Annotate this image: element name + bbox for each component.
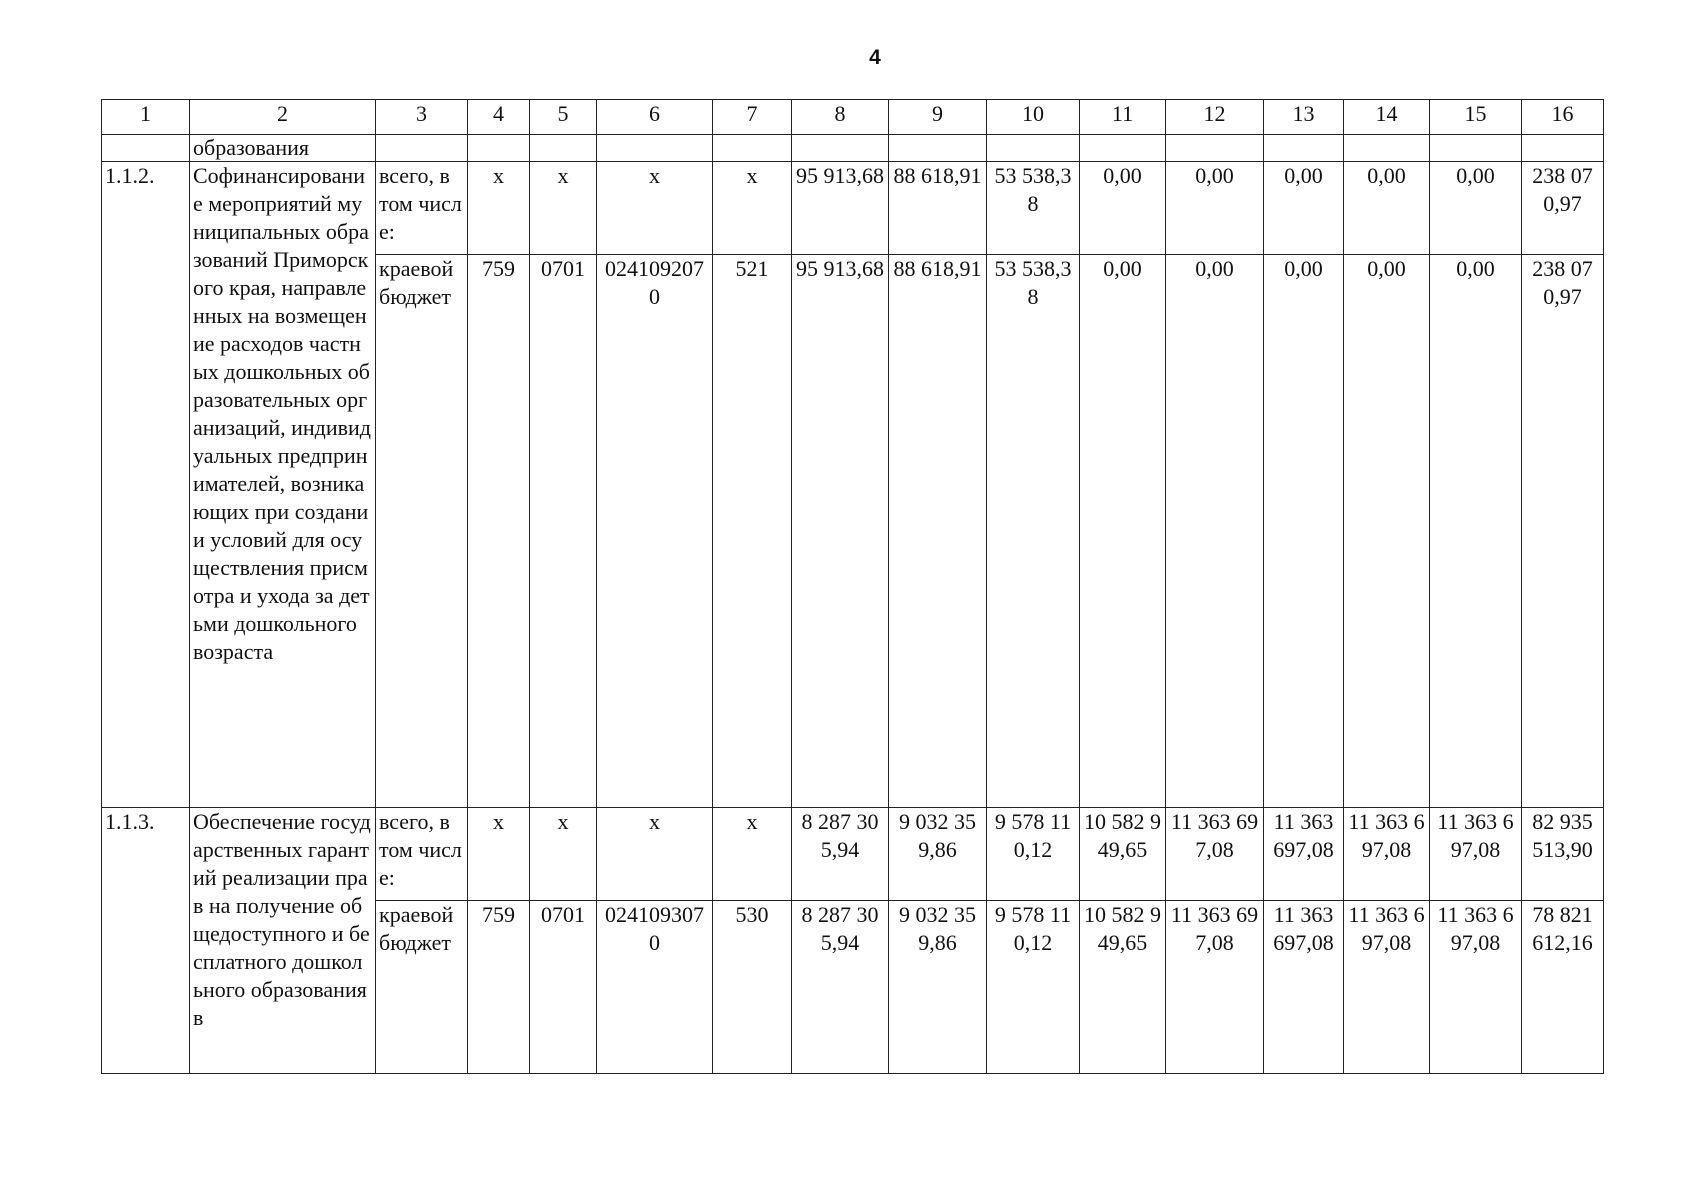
cell-value: 95 913,68 xyxy=(792,255,889,808)
cell-value: 78 821 612,16 xyxy=(1522,901,1604,1074)
cell-value: 238 070,97 xyxy=(1522,162,1604,255)
column-header: 14 xyxy=(1344,100,1430,135)
cell-value: 95 913,68 xyxy=(792,162,889,255)
cell-value: х xyxy=(713,162,792,255)
cell-value: х xyxy=(597,162,713,255)
item-description: Софинансирование мероприятий муниципальных образований Приморского края, направленных на возмещение расходов частных дошкольных образовательных организаций, индивидуальных предпринимателей, возникающих при создании условий для осуществления присмотра и ухода за детьми дошкольного возраста xyxy=(190,162,376,808)
item-description: Обеспечение государственных гарантий реализации прав на получение общедоступного и бесплатного дошкольного образования в xyxy=(190,808,376,1074)
cell-value: 53 538,38 xyxy=(987,162,1080,255)
cell-value: 11 363 697,08 xyxy=(1166,808,1264,901)
cell-value: 0701 xyxy=(530,255,597,808)
column-header: 10 xyxy=(987,100,1080,135)
column-header: 4 xyxy=(468,100,530,135)
cell-value: х xyxy=(468,808,530,901)
cell-value: 759 xyxy=(468,255,530,808)
column-header: 13 xyxy=(1264,100,1344,135)
cell-value: 11 363 697,08 xyxy=(1166,901,1264,1074)
cell-value: 82 935 513,90 xyxy=(1522,808,1604,901)
column-header: 5 xyxy=(530,100,597,135)
item-code: 1.1.3. xyxy=(102,808,190,1074)
budget-table xyxy=(101,99,1604,1074)
table-row xyxy=(102,808,1604,901)
page-number: 4 xyxy=(869,46,881,69)
cell-value: 0,00 xyxy=(1264,255,1344,808)
column-header: 2 xyxy=(190,100,376,135)
funding-source: всего, в том числе: xyxy=(376,808,468,901)
cell-value: 759 xyxy=(468,901,530,1074)
cell-value: 238 070,97 xyxy=(1522,255,1604,808)
cell-value: х xyxy=(530,808,597,901)
cell-value: 88 618,91 xyxy=(889,162,987,255)
funding-source: краевой бюджет xyxy=(376,255,468,808)
cell-value: 0,00 xyxy=(1430,255,1522,808)
cell-value: 9 578 110,12 xyxy=(987,901,1080,1074)
cell-value: х xyxy=(597,808,713,901)
cell-value: 8 287 305,94 xyxy=(792,901,889,1074)
funding-source: краевой бюджет xyxy=(376,901,468,1074)
column-header: 3 xyxy=(376,100,468,135)
column-header: 8 xyxy=(792,100,889,135)
cell-value: 530 xyxy=(713,901,792,1074)
cell-value: 53 538,38 xyxy=(987,255,1080,808)
cell-value: 11 363 697,08 xyxy=(1344,808,1430,901)
column-header: 12 xyxy=(1166,100,1264,135)
cell-value: 0,00 xyxy=(1080,162,1166,255)
cell-value: 8 287 305,94 xyxy=(792,808,889,901)
cell-value: 11 363 697,08 xyxy=(1264,808,1344,901)
funding-source: всего, в том числе: xyxy=(376,162,468,255)
cell-value: 0,00 xyxy=(1344,162,1430,255)
table-row xyxy=(102,162,1604,255)
cell-value: 0,00 xyxy=(1166,255,1264,808)
cell-value: 521 xyxy=(713,255,792,808)
column-header: 9 xyxy=(889,100,987,135)
cell-value: 11 363 697,08 xyxy=(1264,901,1344,1074)
item-code: 1.1.2. xyxy=(102,162,190,808)
cell-value: 10 582 949,65 xyxy=(1080,901,1166,1074)
cell-value: 0241093070 xyxy=(597,901,713,1074)
cell-value: х xyxy=(530,162,597,255)
cell-value: 9 032 359,86 xyxy=(889,808,987,901)
column-header: 1 xyxy=(102,100,190,135)
cell-value: 0,00 xyxy=(1080,255,1166,808)
cell-value: 88 618,91 xyxy=(889,255,987,808)
cell-value: 11 363 697,08 xyxy=(1344,901,1430,1074)
cell-value: 10 582 949,65 xyxy=(1080,808,1166,901)
column-header: 15 xyxy=(1430,100,1522,135)
cell-value: х xyxy=(468,162,530,255)
cell-value: 0,00 xyxy=(1430,162,1522,255)
cell-value: 0241092070 xyxy=(597,255,713,808)
cell-value: х xyxy=(713,808,792,901)
cell-value: 0,00 xyxy=(1344,255,1430,808)
continuation-row xyxy=(102,135,1604,162)
cell-value: 11 363 697,08 xyxy=(1430,901,1522,1074)
column-header: 16 xyxy=(1522,100,1604,135)
cell-value: 11 363 697,08 xyxy=(1430,808,1522,901)
column-number-row xyxy=(102,100,1604,135)
column-header: 7 xyxy=(713,100,792,135)
column-header: 6 xyxy=(597,100,713,135)
continuation-text: образования xyxy=(190,135,376,162)
column-header: 11 xyxy=(1080,100,1166,135)
cell-value: 9 578 110,12 xyxy=(987,808,1080,901)
cell-value: 0,00 xyxy=(1264,162,1344,255)
cell-value: 0,00 xyxy=(1166,162,1264,255)
cell-value: 0701 xyxy=(530,901,597,1074)
cell-value: 9 032 359,86 xyxy=(889,901,987,1074)
